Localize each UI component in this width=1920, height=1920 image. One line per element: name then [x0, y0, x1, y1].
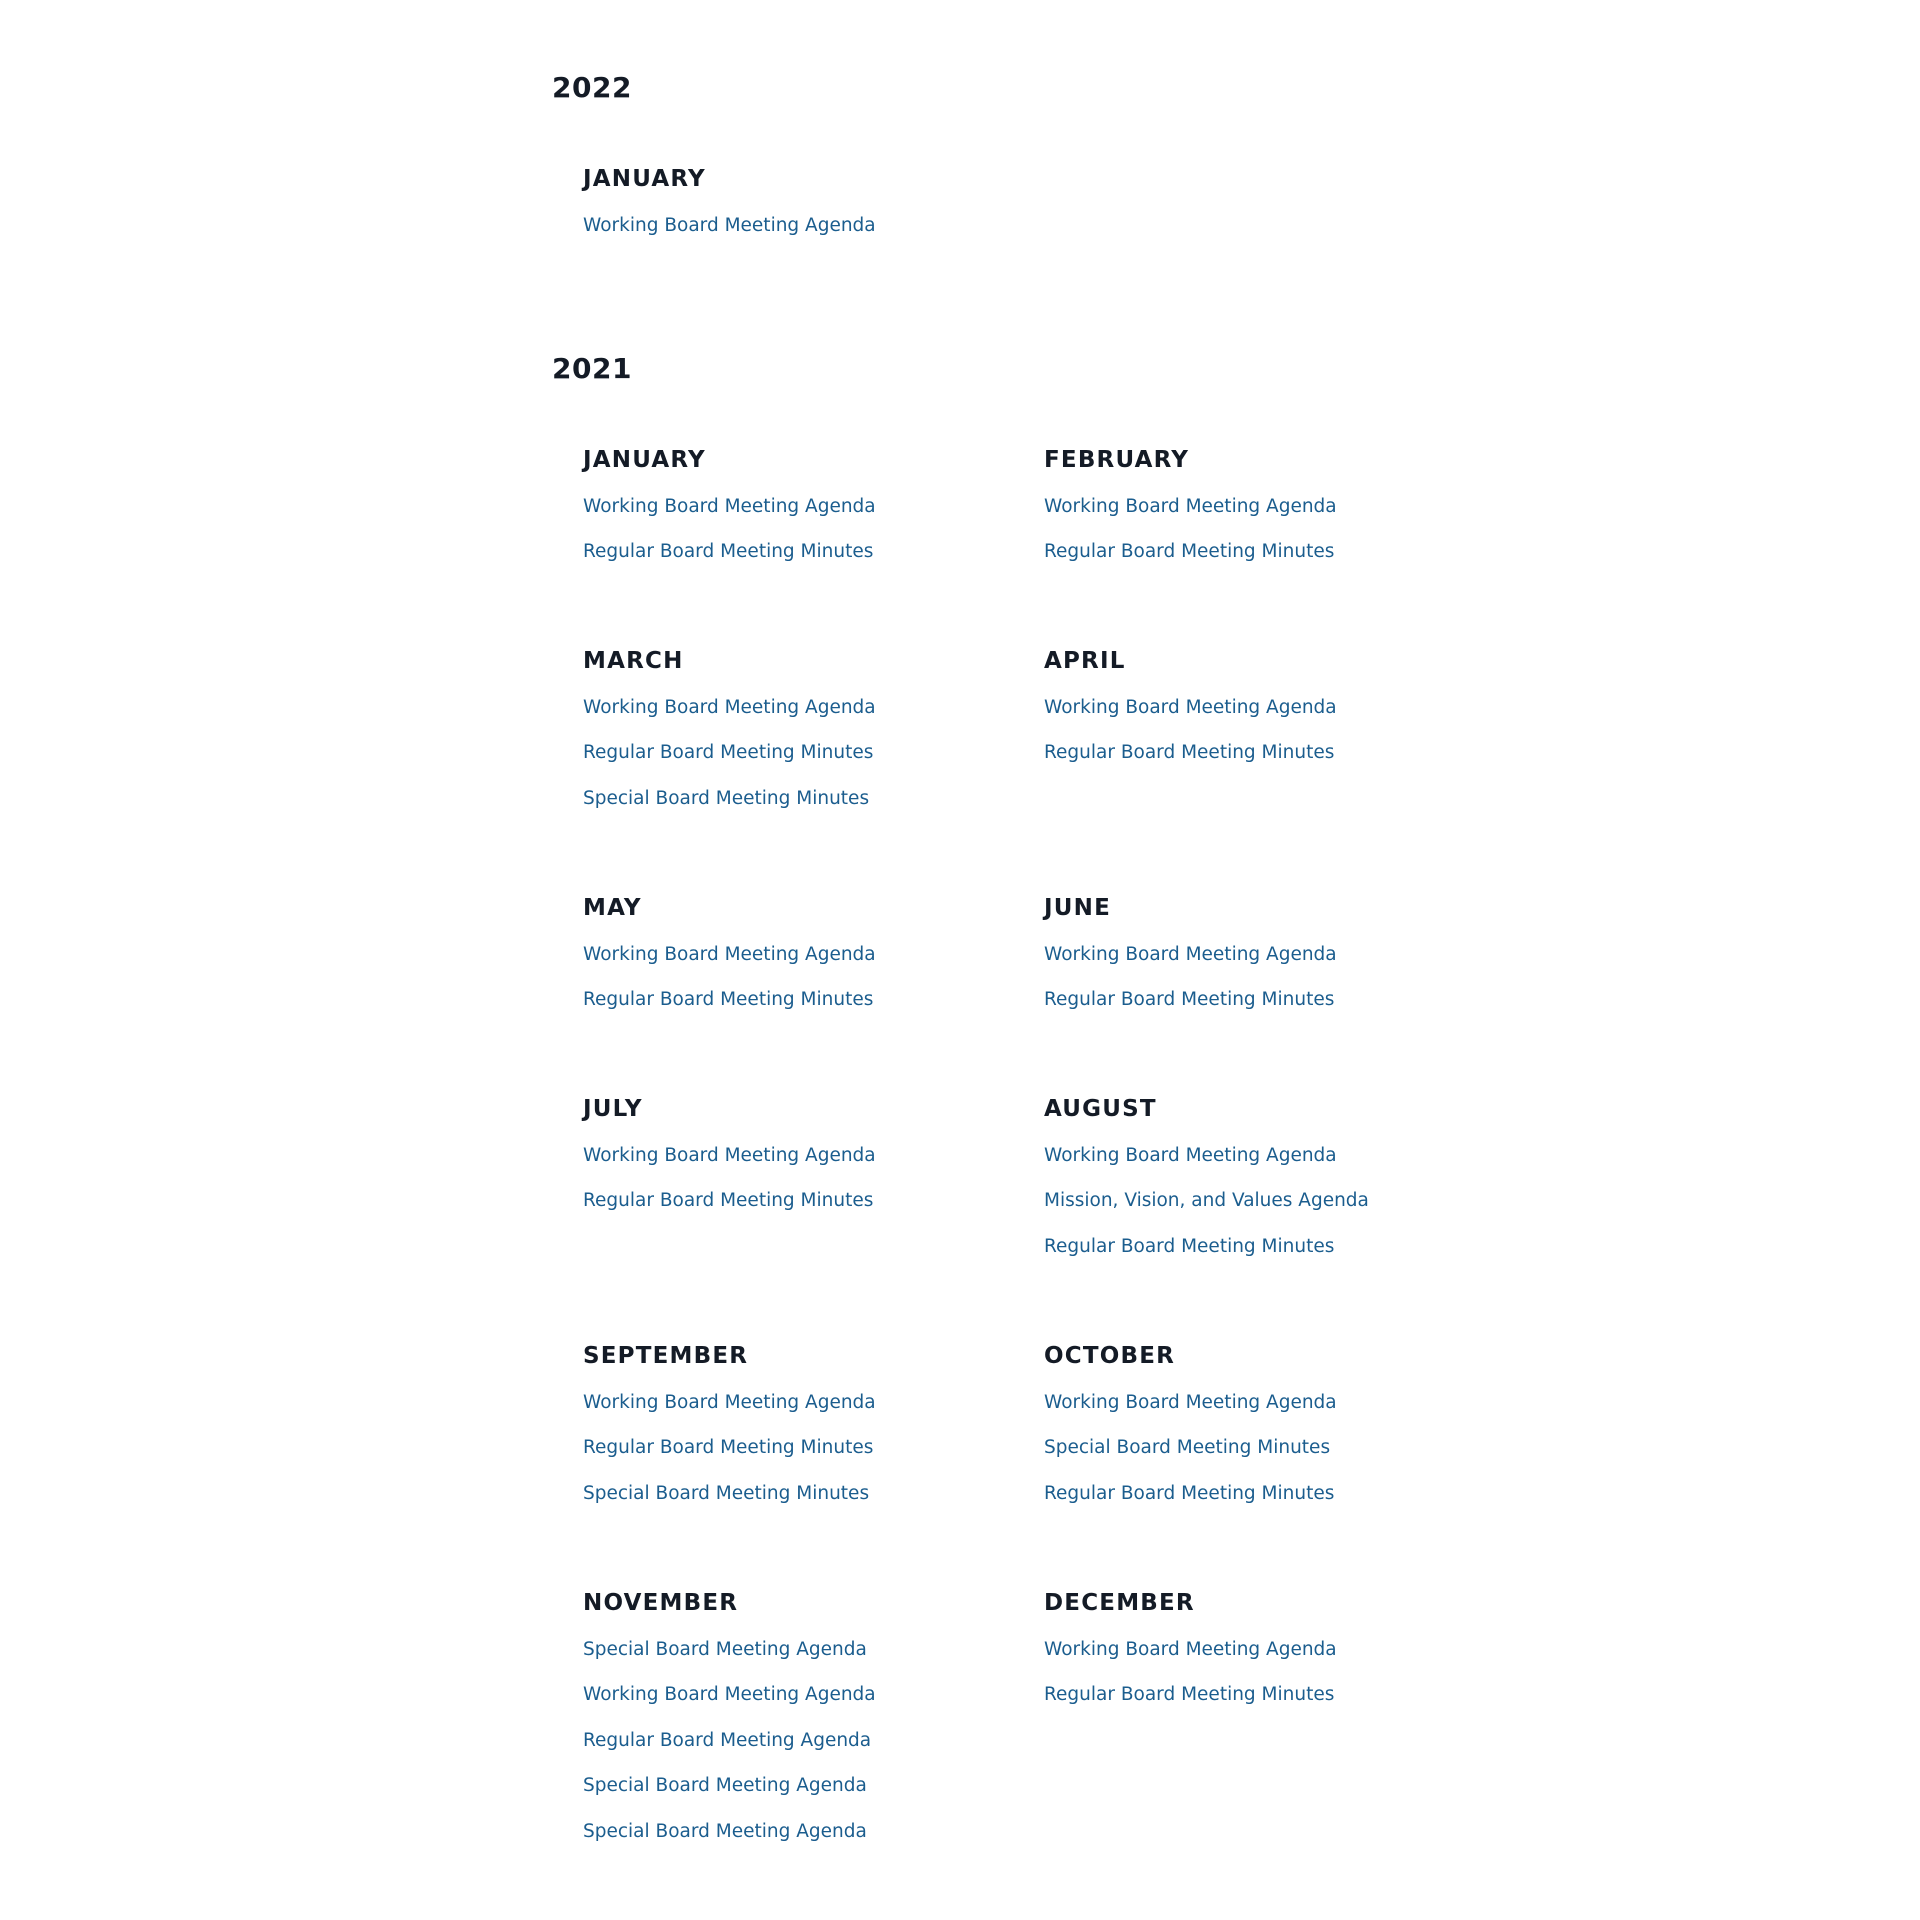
- document-list: [583, 943, 876, 1034]
- list-item: [1044, 1235, 1369, 1280]
- document-list: [1044, 1638, 1337, 1729]
- document-link[interactable]: Regular Board Meeting Minutes: [1044, 1684, 1335, 1706]
- month-heading: APRIL: [1044, 648, 1126, 674]
- list-item: [1044, 988, 1337, 1033]
- document-link[interactable]: Working Board Meeting Agenda: [1044, 1639, 1337, 1660]
- list-item: [583, 495, 876, 540]
- document-link[interactable]: Working Board Meeting Agenda: [1044, 697, 1337, 718]
- list-item: [583, 741, 876, 786]
- list-item: [583, 1144, 876, 1189]
- month-section-2021-february: [1044, 446, 1484, 563]
- month-heading: AUGUST: [1044, 1096, 1157, 1122]
- document-list: [1044, 696, 1337, 787]
- document-list: [1044, 1391, 1337, 1527]
- document-list: [583, 1391, 876, 1527]
- document-link[interactable]: Working Board Meeting Agenda: [583, 944, 876, 965]
- document-list: [583, 214, 876, 259]
- list-item: [583, 1820, 876, 1865]
- list-item: [583, 540, 876, 585]
- list-item: [583, 943, 876, 988]
- list-item: [1044, 1683, 1337, 1728]
- month-heading: OCTOBER: [1044, 1343, 1176, 1369]
- list-item: [1044, 1189, 1369, 1234]
- list-item: [583, 1391, 876, 1436]
- list-item: [1044, 1482, 1337, 1527]
- document-list: [583, 1144, 876, 1235]
- list-item: [583, 1683, 876, 1728]
- document-list: [1044, 943, 1337, 1034]
- list-item: [583, 1774, 876, 1819]
- month-section-2021-april: [1044, 647, 1484, 764]
- list-item: [583, 696, 876, 741]
- month-section-2021-november: [583, 1589, 1023, 1842]
- document-link[interactable]: Working Board Meeting Agenda: [1044, 944, 1337, 965]
- list-item: [1044, 1391, 1337, 1436]
- document-list: [583, 1638, 876, 1865]
- document-list: [583, 495, 876, 586]
- document-link[interactable]: Special Board Meeting Minutes: [583, 787, 870, 809]
- list-item: [583, 988, 876, 1033]
- document-link[interactable]: Special Board Meeting Agenda: [583, 1639, 867, 1660]
- month-section-2021-january: [583, 446, 1023, 563]
- month-heading: JULY: [583, 1096, 643, 1122]
- document-link[interactable]: Working Board Meeting Agenda: [1044, 496, 1337, 517]
- month-section-2021-may: [583, 894, 1023, 1011]
- list-item: [583, 1436, 876, 1481]
- document-link[interactable]: Working Board Meeting Agenda: [1044, 1392, 1337, 1413]
- document-link[interactable]: Regular Board Meeting Agenda: [583, 1729, 872, 1751]
- list-item: [583, 1482, 876, 1527]
- document-link[interactable]: Mission, Vision, and Values Agenda: [1044, 1190, 1369, 1212]
- year-heading-2022: 2022: [552, 71, 632, 104]
- month-section-2021-march: [583, 647, 1023, 809]
- month-section-2022-january: [583, 165, 1023, 236]
- month-section-2021-september: [583, 1342, 1023, 1504]
- document-link[interactable]: Working Board Meeting Agenda: [583, 1392, 876, 1413]
- month-section-2021-july: [583, 1095, 1023, 1212]
- month-heading: SEPTEMBER: [583, 1343, 749, 1369]
- document-link[interactable]: Special Board Meeting Minutes: [583, 1482, 870, 1504]
- document-link[interactable]: Regular Board Meeting Minutes: [1044, 541, 1335, 563]
- document-link[interactable]: Working Board Meeting Agenda: [583, 1684, 876, 1706]
- document-list: [1044, 495, 1337, 586]
- month-heading: NOVEMBER: [583, 1590, 739, 1616]
- list-item: [1044, 943, 1337, 988]
- month-section-2021-august: [1044, 1095, 1484, 1257]
- month-section-2021-december: [1044, 1589, 1484, 1706]
- month-heading: JANUARY: [583, 166, 706, 192]
- document-link[interactable]: Regular Board Meeting Minutes: [1044, 1235, 1335, 1257]
- document-link[interactable]: Special Board Meeting Agenda: [583, 1775, 867, 1797]
- document-list: [1044, 1144, 1369, 1280]
- month-section-2021-october: [1044, 1342, 1484, 1504]
- month-heading: JANUARY: [583, 447, 706, 473]
- document-link[interactable]: Working Board Meeting Agenda: [583, 215, 876, 236]
- month-heading: FEBRUARY: [1044, 447, 1190, 473]
- document-link[interactable]: Regular Board Meeting Minutes: [1044, 989, 1335, 1011]
- list-item: [1044, 1436, 1337, 1481]
- month-heading: JUNE: [1044, 895, 1111, 921]
- year-heading-2021: 2021: [552, 352, 632, 385]
- document-link[interactable]: Regular Board Meeting Minutes: [1044, 742, 1335, 764]
- document-link[interactable]: Working Board Meeting Agenda: [1044, 1145, 1337, 1166]
- month-heading: MAY: [583, 895, 642, 921]
- document-link[interactable]: Regular Board Meeting Minutes: [1044, 1482, 1335, 1504]
- list-item: [1044, 696, 1337, 741]
- list-item: [1044, 741, 1337, 786]
- month-section-2021-june: [1044, 894, 1484, 1011]
- list-item: [583, 787, 876, 832]
- document-list: [583, 696, 876, 832]
- document-link[interactable]: Regular Board Meeting Minutes: [583, 989, 874, 1011]
- document-link[interactable]: Special Board Meeting Minutes: [1044, 1437, 1331, 1459]
- list-item: [1044, 1144, 1369, 1189]
- document-link[interactable]: Regular Board Meeting Minutes: [583, 541, 874, 563]
- document-link[interactable]: Working Board Meeting Agenda: [583, 1145, 876, 1166]
- document-link[interactable]: Regular Board Meeting Minutes: [583, 1437, 874, 1459]
- month-heading: DECEMBER: [1044, 1590, 1195, 1616]
- list-item: [1044, 495, 1337, 540]
- document-link[interactable]: Working Board Meeting Agenda: [583, 496, 876, 517]
- document-link[interactable]: Special Board Meeting Agenda: [583, 1820, 867, 1842]
- list-item: [1044, 540, 1337, 585]
- document-link[interactable]: Regular Board Meeting Minutes: [583, 742, 874, 764]
- list-item: [583, 1189, 876, 1234]
- document-link[interactable]: Working Board Meeting Agenda: [583, 697, 876, 718]
- list-item: [583, 1729, 876, 1774]
- month-heading: MARCH: [583, 648, 684, 674]
- list-item: [583, 214, 876, 259]
- document-link[interactable]: Regular Board Meeting Minutes: [583, 1190, 874, 1212]
- list-item: [583, 1638, 876, 1683]
- list-item: [1044, 1638, 1337, 1683]
